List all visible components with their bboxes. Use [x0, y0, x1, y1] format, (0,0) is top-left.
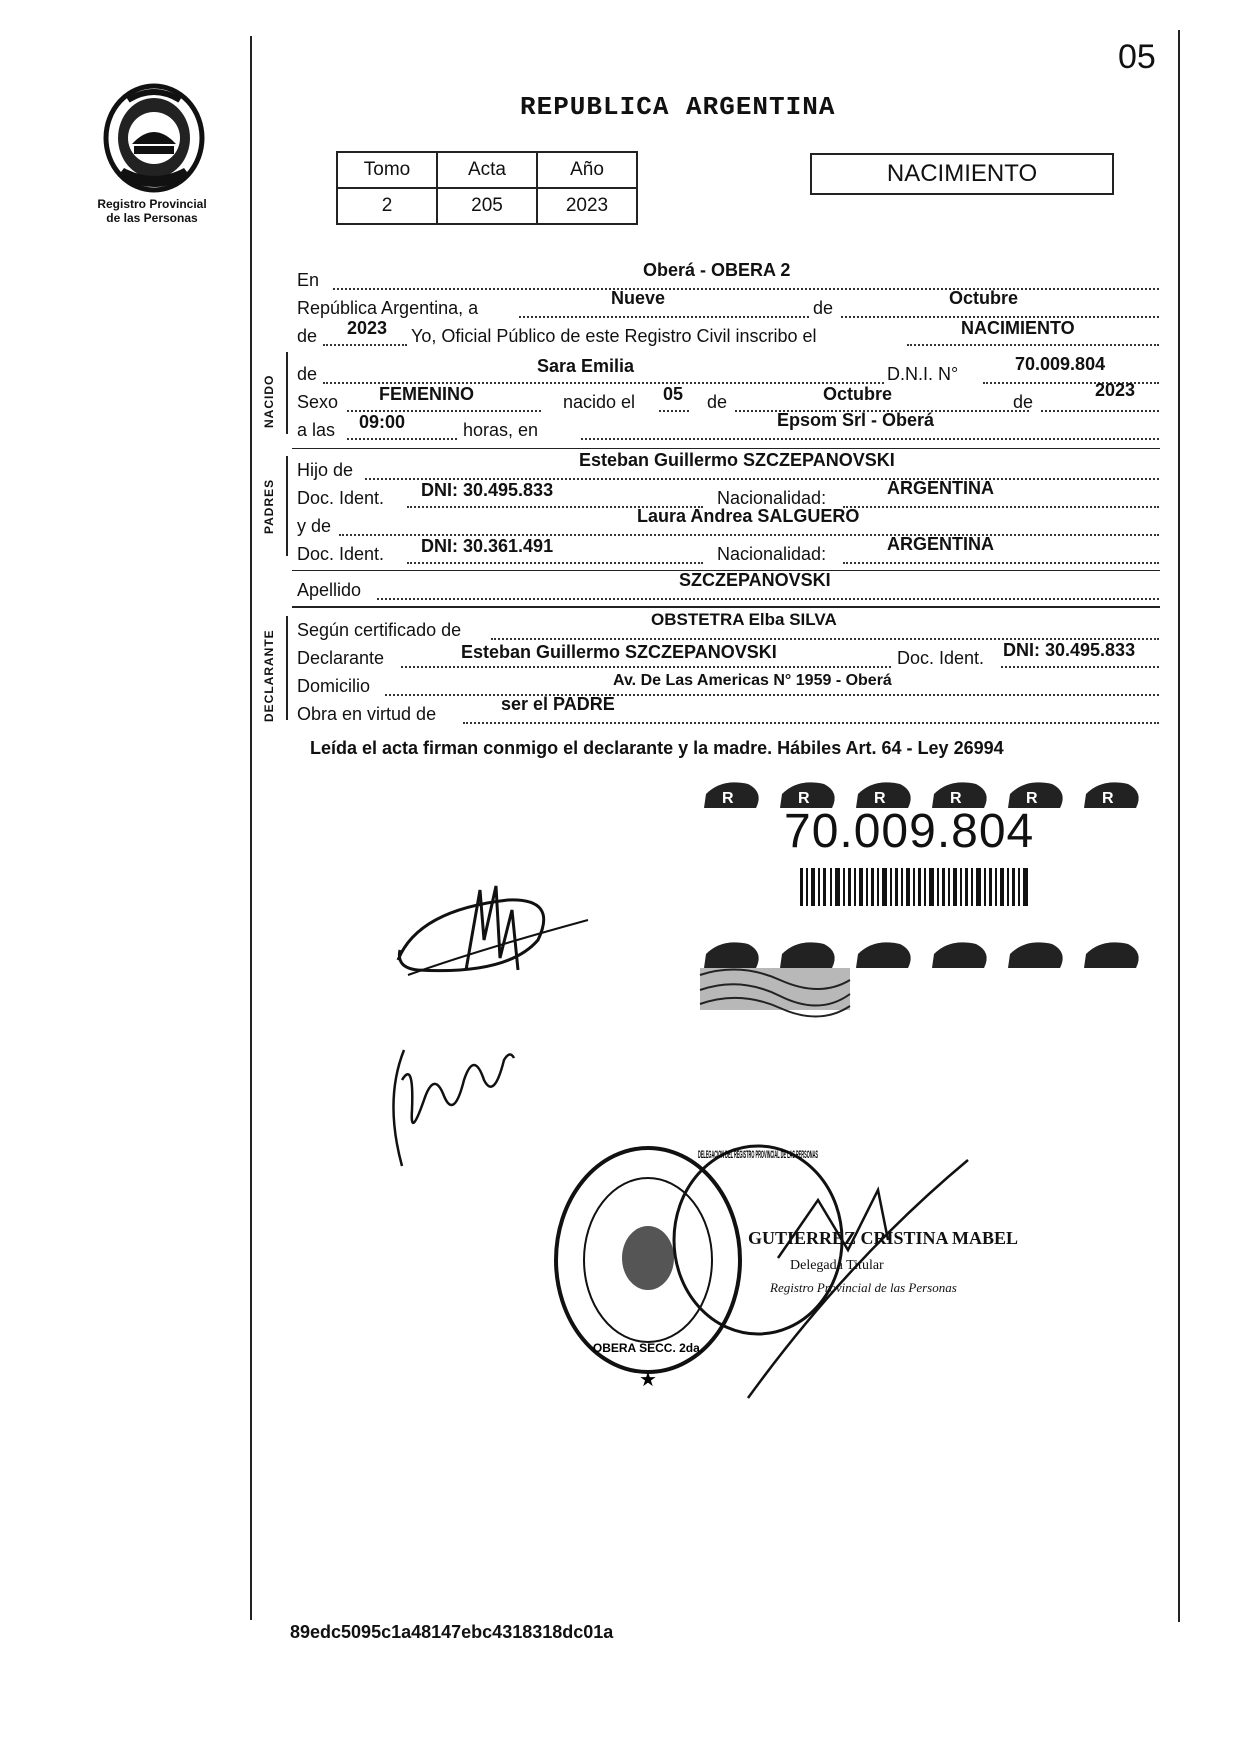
declarante-doc: DNI: 30.495.833 [1003, 640, 1136, 660]
row-hora [297, 410, 1159, 440]
divider [292, 606, 1160, 608]
yo-text: Yo, Oficial Público de este Registro Civil inscribo el [411, 326, 817, 346]
sexo-value: FEMENINO [379, 384, 475, 404]
dotted-line [407, 562, 703, 564]
de-label: de [297, 364, 318, 384]
child-dni: 70.009.804 [1015, 354, 1106, 374]
dni-label: D.N.I. N° [887, 364, 959, 384]
country-title: REPUBLICA ARGENTINA [520, 92, 836, 122]
row-obra [297, 694, 1159, 724]
year-value: 2023 [347, 318, 388, 338]
obra-value: ser el PADRE [501, 694, 615, 714]
row-father-doc [297, 478, 1159, 508]
svg-text:R: R [1026, 790, 1038, 807]
dotted-line [323, 344, 407, 346]
anio-value: 2023 [537, 188, 637, 224]
row-en [297, 260, 1159, 290]
year-prefix: de [297, 326, 318, 346]
en-label: En [297, 270, 320, 290]
anio-label: Año [537, 152, 637, 188]
domicilio-label: Domicilio [297, 676, 371, 696]
birth-time: 09:00 [359, 412, 406, 432]
father-nationality: ARGENTINA [887, 478, 994, 498]
row-year [297, 318, 1159, 346]
mother-name: Laura Andrea SALGUERO [637, 506, 860, 526]
signature-official-1 [388, 880, 598, 990]
svg-text:R: R [722, 790, 734, 807]
tomo-label: Tomo [337, 152, 437, 188]
tomo-value: 2 [337, 188, 437, 224]
dotted-line [333, 288, 1159, 290]
republica-label: República Argentina, a [297, 298, 479, 318]
dotted-line [519, 316, 809, 318]
row-hijo [297, 450, 1159, 480]
dotted-line [907, 344, 1159, 346]
sexo-label: Sexo [297, 392, 339, 412]
row-domicilio [297, 672, 1159, 696]
dotted-line [659, 410, 689, 412]
acta-label: Acta [437, 152, 537, 188]
hijo-label: Hijo de [297, 460, 354, 480]
nacionalidad-label: Nacionalidad: [717, 488, 827, 508]
svg-text:R: R [1102, 790, 1114, 807]
row-apellido [297, 570, 1159, 600]
record-kind-value: NACIMIENTO [961, 318, 1075, 338]
left-margin-line [250, 36, 252, 1620]
divider [292, 448, 1160, 449]
page-number: 05 [1118, 38, 1156, 76]
row-certificado [297, 610, 1159, 640]
right-margin-line [1178, 30, 1180, 1622]
dotted-line [843, 562, 1159, 564]
birth-place: Epsom Srl - Oberá [777, 410, 935, 430]
legal-legend: Leída el acta firman conmigo el declarante y la madre. Hábiles Art. 64 - Ley 26994 [310, 738, 1004, 758]
document-hash: 89edc5095c1a48147ebc4318318dc01a [290, 1622, 614, 1642]
official-role: Delegada Titular [790, 1258, 884, 1273]
nacido-bracket [286, 352, 288, 434]
reference-table [336, 151, 638, 225]
dotted-line [401, 666, 891, 668]
registry-seal [548, 1140, 968, 1410]
de-label: de [707, 392, 728, 412]
mother-nationality: ARGENTINA [887, 534, 994, 554]
official-org: Registro Provincial de las Personas [770, 1280, 957, 1295]
doc-label: Doc. Ident. [897, 648, 985, 668]
padres-bracket [286, 456, 288, 556]
child-name: Sara Emilia [537, 356, 635, 376]
dotted-line [377, 598, 1159, 600]
svg-text:R: R [950, 790, 962, 807]
de-label: de [813, 298, 834, 318]
doc-label: Doc. Ident. [297, 488, 385, 508]
doc-label: Doc. Ident. [297, 544, 385, 564]
row-y-de [297, 506, 1159, 536]
declarante-section-label: DECLARANTE [262, 629, 276, 722]
birth-year: 2023 [1095, 380, 1136, 400]
dotted-line [347, 438, 457, 440]
domicilio-value: Av. De Las Americas N° 1959 - Oberá [613, 672, 892, 689]
cert-value: OBSTETRA Elba SILVA [651, 610, 837, 629]
seal-ring-text: DELEGACION DEL REGISTRO PROVINCIAL DE LAS PERSONAS [698, 1149, 818, 1161]
de-label: de [1013, 392, 1034, 412]
svg-text:R: R [874, 790, 886, 807]
dotted-line [843, 506, 1159, 508]
alas-label: a las [297, 420, 336, 440]
cert-label: Según certificado de [297, 620, 462, 640]
dotted-line [1041, 410, 1159, 412]
apellido-label: Apellido [297, 580, 362, 600]
padres-section-label: PADRES [262, 478, 276, 534]
nacido-section-label: NACIDO [262, 374, 276, 428]
logo-caption-line2: de las Personas [106, 211, 198, 225]
nacionalidad-label: Nacionalidad: [717, 544, 827, 564]
declarante-value: Esteban Guillermo SZCZEPANOVSKI [461, 642, 777, 662]
official-name: GUTIERREZ CRISTINA MABEL [748, 1228, 1019, 1248]
day-value: Nueve [611, 288, 666, 308]
declarante-bracket [286, 616, 288, 720]
apellido-value: SZCZEPANOVSKI [679, 570, 831, 590]
nacido-el-label: nacido el [563, 392, 636, 412]
yde-label: y de [297, 516, 332, 536]
birth-month: Octubre [823, 384, 893, 404]
dotted-line [1001, 666, 1159, 668]
birth-day: 05 [663, 384, 684, 404]
security-number: 70.009.804 [784, 805, 1035, 858]
record-type-box: NACIMIENTO [810, 153, 1114, 195]
row-mother-doc [297, 534, 1159, 564]
row-declarante [297, 640, 1159, 668]
seal-bottom-text: OBERA SECC. 2da. [592, 1341, 704, 1355]
dotted-line [463, 722, 1159, 724]
place-value: Oberá - OBERA 2 [643, 260, 791, 280]
declarante-label: Declarante [297, 648, 385, 668]
signature-mother [384, 1040, 524, 1170]
logo-caption-line1: Registro Provincial [97, 197, 207, 211]
father-doc: DNI: 30.495.833 [421, 480, 554, 500]
father-name: Esteban Guillermo SZCZEPANOVSKI [579, 450, 895, 470]
obra-label: Obra en virtud de [297, 704, 437, 724]
row-nacido-name [297, 354, 1159, 384]
dotted-line [581, 438, 1159, 440]
logo-caption [86, 197, 218, 225]
month-value: Octubre [949, 288, 1019, 308]
acta-value: 205 [437, 188, 537, 224]
svg-text:★: ★ [639, 1367, 657, 1391]
province-shield-logo [98, 80, 210, 194]
row-republica [297, 288, 1159, 318]
horas-label: horas, en [463, 420, 539, 440]
mother-doc: DNI: 30.361.491 [421, 536, 554, 556]
svg-text:R: R [798, 790, 810, 807]
row-sexo [297, 380, 1159, 412]
